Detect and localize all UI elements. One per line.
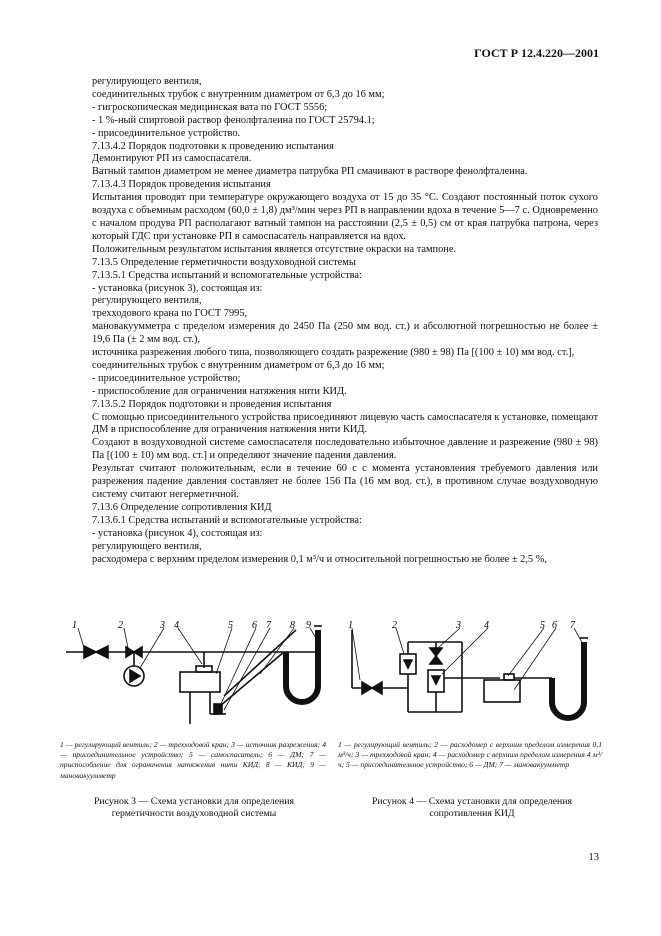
paragraph: мановакуумметра с пределом измерения до 2450 Па (250 мм вод. ст.) и абсолютной погрешностью не более ± 19,6 Па (± 2 мм вод. ст.), <box>92 321 598 346</box>
section-heading: 7.13.5.1 Средства испытаний и вспомогательные устройства: <box>92 269 362 281</box>
paragraph: - установка (рисунок 3), состоящая из: <box>92 282 263 294</box>
figure3-label-7: 7 <box>266 620 271 631</box>
document-header: ГОСТ Р 12.4.220—2001 <box>474 46 599 60</box>
figure4-title: Рисунок 4 — Схема установки для определения сопротивления КИД <box>371 796 573 819</box>
section-heading: 7.13.5.2 Порядок подготовки и проведения испытания <box>92 398 332 410</box>
section-heading: 7.13.6.1 Средства испытаний и вспомогательные устройства: <box>92 514 362 526</box>
figure4-legend: 1 — регулирующий вентиль; 2 — расходомер с верхним пределом измерения 0,1 м³/ч; 3 — трехходовой кран; 4 — расходомер с верхним пределом измерения 4 м³/ч; 5 — присоединительное устройство; 6 — ДМ; 7 — мановакуумметр <box>338 740 602 770</box>
paragraph: Положительным результатом испытания является отсутствие окраски на тампоне. <box>92 243 457 255</box>
paragraph: трехходового крана по ГОСТ 7995, <box>92 308 248 320</box>
paragraph: Испытания проводят при температуре окружающего воздуха от 15 до 35 °С. Создают постоянный поток сухого воздуха с объемным расходом (60,0 ± 1,8) дм³/мин через РП в направлении вдоха в течение 5—7 с. Одновременно с началом продува РП располагают ватный тампон на расстоянии (2,5 ± 0,5) см от края патрубка патрона, через который ГДС при установке РП в самоспасатель направляется на вдох. <box>92 192 598 242</box>
paragraph: расходомера с верхним пределом измерения 0,1 м³/ч и относительной погрешностью не более ± 2,5 %, <box>92 553 547 565</box>
figure4-label-4: 4 <box>484 620 489 631</box>
paragraph: - присоединительное устройство; <box>92 372 241 384</box>
paragraph: Ватный тампон диаметром не менее диаметра патрубка РП смачивают в растворе фенолфталеина. <box>92 166 528 178</box>
figure3-diagram <box>60 618 350 730</box>
figure3-legend: 1 — регулирующий вентиль; 2 — трехходовой кран; 3 — источник разрежения; 4 — присоединительное устройство; 5 — самоспасатель; 6 — ДМ; 7 — приспособление для ограничения натяжения нити КИД; 8 — КИД; 9 — мановакуумметр <box>60 740 326 780</box>
section-heading: 7.13.4.3 Порядок проведения испытания <box>92 179 271 191</box>
figure4-label-2: 2 <box>392 620 397 631</box>
figure4-label-6: 6 <box>552 620 557 631</box>
paragraph: - установка (рисунок 4), состоящая из: <box>92 527 263 539</box>
section-heading: 7.13.6 Определение сопротивления КИД <box>92 501 272 513</box>
paragraph: соединительных трубок с внутренним диаметром от 6,3 до 16 мм; <box>92 88 385 100</box>
figure3-label-3: 3 <box>160 620 165 631</box>
figure3-label-4: 4 <box>174 620 179 631</box>
paragraph: Результат считают положительным, если в течение 60 с с момента установления требуемого давления или разрежения падение давления составляет не более 156 Па (16 мм вод. ст.), в противном случае воздуховодную систему считают негерметичной. <box>92 463 598 500</box>
paragraph: - присоединительное устройство. <box>92 127 241 139</box>
figure3-label-1: 1 <box>72 620 77 631</box>
paragraph: - гигроскопическая медицинская вата по ГОСТ 5556; <box>92 101 328 113</box>
figure3-label-6: 6 <box>252 620 257 631</box>
figure4-label-1: 1 <box>348 620 353 631</box>
paragraph: регулирующего вентиля, <box>92 540 202 552</box>
paragraph: соединительных трубок с внутренним диаметром от 6,3 до 16 мм; <box>92 359 385 371</box>
paragraph: - приспособление для ограничения натяжения нити КИД. <box>92 385 347 397</box>
section-heading: 7.13.4.2 Порядок подготовки к проведению испытания <box>92 140 334 152</box>
paragraph: Создают в воздуховодной системе самоспасателя последовательно избыточное давление и разрежение (980 ± 98) Па [(100 ± 10) мм вод. ст.] и определяют значение падения давления. <box>92 437 598 462</box>
paragraph: регулирующего вентиля, <box>92 76 202 87</box>
figure4-label-7: 7 <box>570 620 575 631</box>
paragraph: - 1 %-ный спиртовой раствор фенолфталеина по ГОСТ 25794.1; <box>92 114 375 126</box>
paragraph: С помощью присоединительного устройства присоединяют лицевую часть самоспасателя к установке, помещают ДМ в приспособление для ограничения натяжения нити КИД. <box>92 411 598 436</box>
paragraph: регулирующего вентиля, <box>92 295 202 307</box>
figure3-label-5: 5 <box>228 620 233 631</box>
figure3-label-2: 2 <box>118 620 123 631</box>
figure4-label-3: 3 <box>456 620 461 631</box>
paragraph: Демонтируют РП из самоспасателя. <box>92 153 252 165</box>
paragraph: источника разрежения любого типа, позволяющего создать разрежение (980 ± 98) Па [(100 ± 10) мм вод. ст.], <box>92 347 575 359</box>
figure3-label-8: 8 <box>290 620 295 631</box>
figure3-label-9: 9 <box>306 620 311 631</box>
figure4-label-5: 5 <box>540 620 545 631</box>
body-text <box>92 76 598 566</box>
section-heading: 7.13.5 Определение герметичности воздуховодной системы <box>92 256 356 268</box>
figure3-title: Рисунок 3 — Схема установки для определения герметичности воздуховодной системы <box>93 796 295 819</box>
figure4-diagram <box>338 618 608 730</box>
page-number: 13 <box>588 852 599 863</box>
